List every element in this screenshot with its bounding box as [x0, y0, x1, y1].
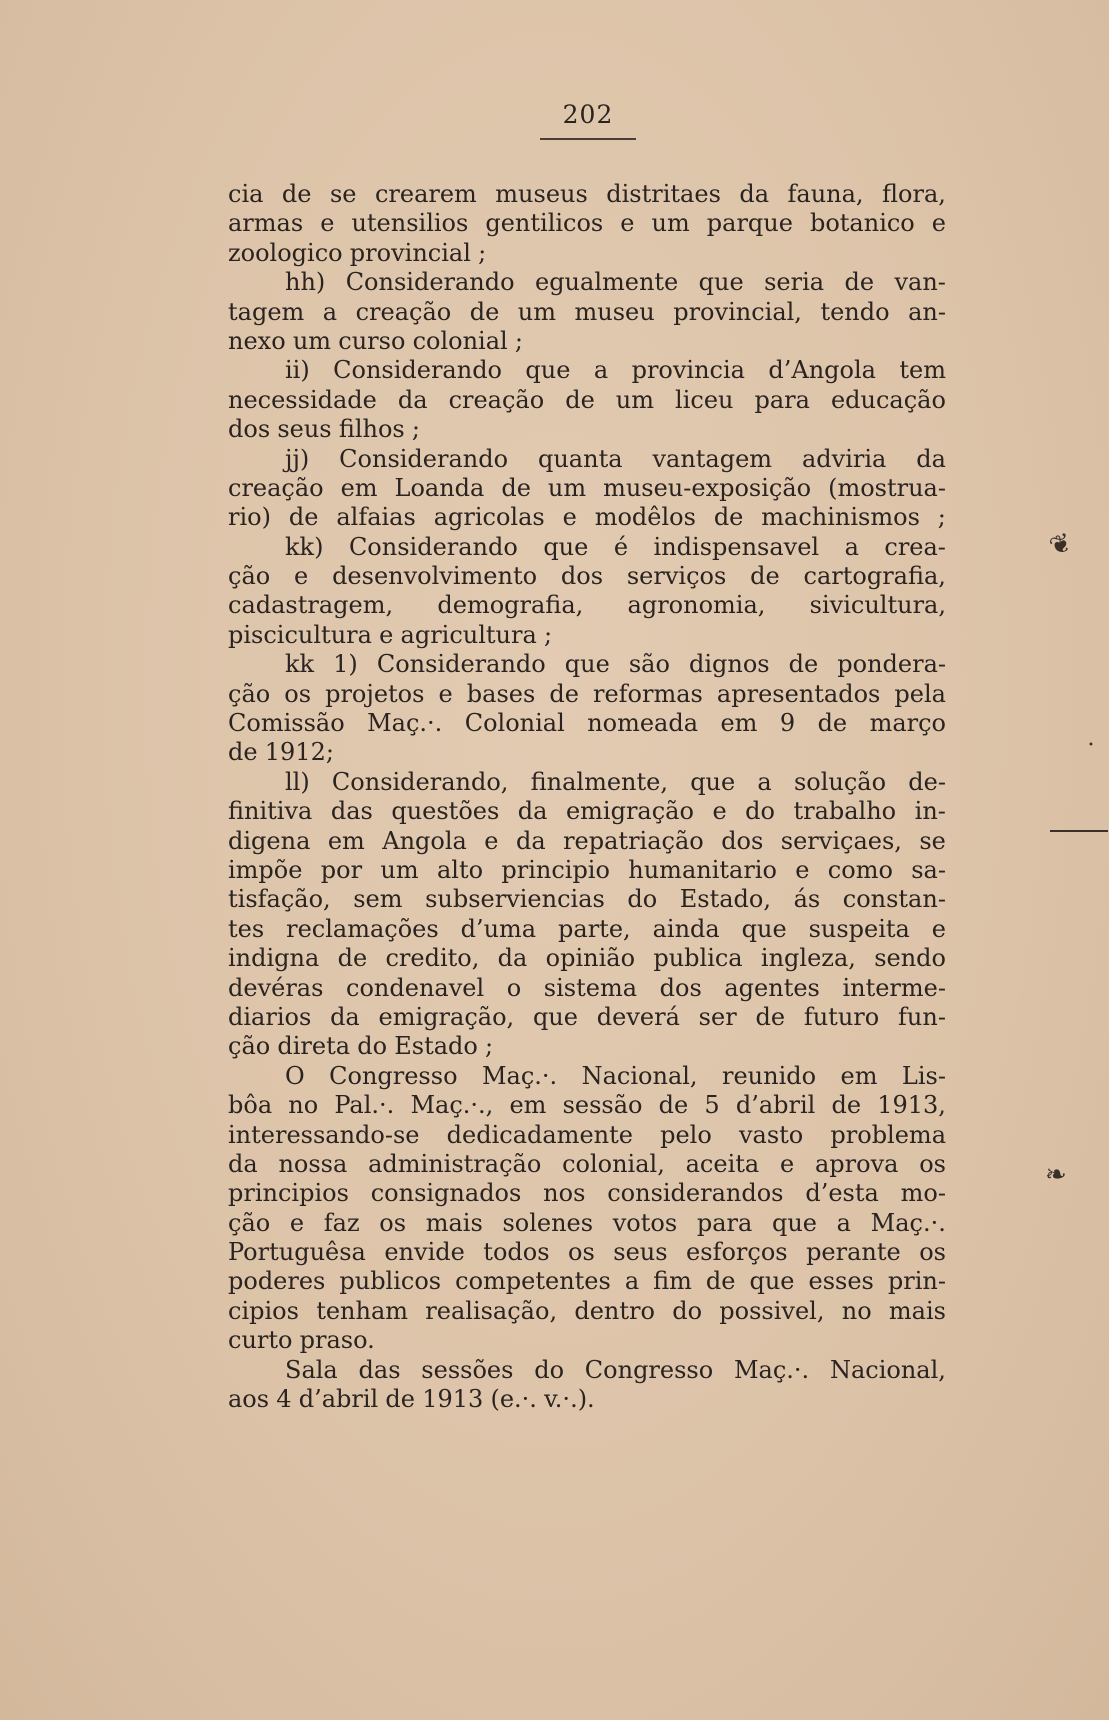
text-line: ii) Considerando que a provincia d’Angola tem [285, 356, 946, 385]
text-line: curto praso. [228, 1326, 375, 1355]
text-line: interessando-se dedicadamente pelo vasto problema [228, 1120, 946, 1149]
text-line: Comissão Maç.·. Colonial nomeada em 9 de março [228, 709, 946, 738]
page-number: 202 [562, 100, 614, 129]
text-line: poderes publicos competentes a fim de que esses prin- [228, 1267, 946, 1296]
text-line: kk 1) Considerando que são dignos de pondera- [285, 650, 946, 679]
text-line: tes reclamações d’uma parte, ainda que suspeita e [228, 914, 946, 943]
text-line: impõe por um alto principio humanitario e como sa- [228, 855, 946, 884]
text-line: jj) Considerando quanta vantagem adviria da [285, 444, 946, 473]
text-line: da nossa administração colonial, aceita e aprova os [228, 1149, 946, 1178]
margin-mark-3: ❧ [1045, 1160, 1067, 1190]
text-line: principios consignados nos considerandos d’esta mo- [228, 1179, 946, 1208]
text-line: nexo um curso colonial ; [228, 326, 523, 355]
text-line: creação em Loanda de um museu-exposição (mostrua- [228, 473, 946, 502]
text-line: Sala das sessões do Congresso Maç.·. Nacional, [285, 1355, 946, 1384]
text-line: digena em Angola e da repatriação dos serviçaes, se [228, 826, 946, 855]
text-line: indigna de credito, da opinião publica ingleza, sendo [228, 944, 946, 973]
text-line: finitiva das questões da emigração e do trabalho in- [228, 797, 946, 826]
text-line: Portuguêsa envide todos os seus esforços perante os [228, 1238, 946, 1267]
margin-mark-4: • [1088, 740, 1094, 751]
text-line: bôa no Pal.·. Maç.·., em sessão de 5 d’abril de 1913, [228, 1091, 946, 1120]
text-line: O Congresso Maç.·. Nacional, reunido em Lis- [285, 1061, 946, 1090]
text-line: cia de se crearem museus distritaes da fauna, flora, [228, 180, 946, 208]
text-line: necessidade da creação de um liceu para educação [228, 385, 946, 414]
margin-mark-2 [1050, 830, 1108, 832]
text-line: zoologico provincial ; [228, 238, 487, 267]
text-line: kk) Considerando que é indispensavel a crea- [285, 532, 946, 561]
text-line: aos 4 d’abril de 1913 (e.·. v.·.). [228, 1385, 595, 1414]
page-number-rule [540, 138, 636, 140]
text-line: rio) de alfaias agricolas e modêlos de machinismos ; [228, 503, 946, 532]
text-line: ção direta do Estado ; [228, 1032, 494, 1061]
body-text [228, 180, 946, 1414]
text-line: dos seus filhos ; [228, 415, 420, 444]
text-line: armas e utensilios gentilicos e um parque botanico e [228, 209, 946, 238]
text-line: piscicultura e agricultura ; [228, 620, 553, 649]
text-line: diarios da emigração, que deverá ser de futuro fun- [228, 1002, 946, 1031]
text-line: ll) Considerando, finalmente, que a solução de- [285, 767, 946, 796]
text-line: tisfação, sem subserviencias do Estado, ás constan- [228, 885, 946, 914]
text-line: cadastragem, demografia, agronomia, sivicultura, [228, 591, 946, 620]
text-line: hh) Considerando egualmente que seria de van- [285, 268, 946, 297]
text-line: cipios tenham realisação, dentro do possivel, no mais [228, 1296, 946, 1325]
text-line: devéras condenavel o sistema dos agentes interme- [228, 973, 946, 1002]
text-line: ção os projetos e bases de reformas apresentados pela [228, 679, 946, 708]
text-line: de 1912; [228, 738, 334, 767]
margin-mark-1: ❦ [1045, 527, 1077, 563]
text-line: tagem a creação de um museu provincial, tendo an- [228, 297, 946, 326]
text-line: ção e faz os mais solenes votos para que a Maç.·. [228, 1208, 946, 1237]
text-line: ção e desenvolvimento dos serviços de cartografia, [228, 562, 946, 591]
